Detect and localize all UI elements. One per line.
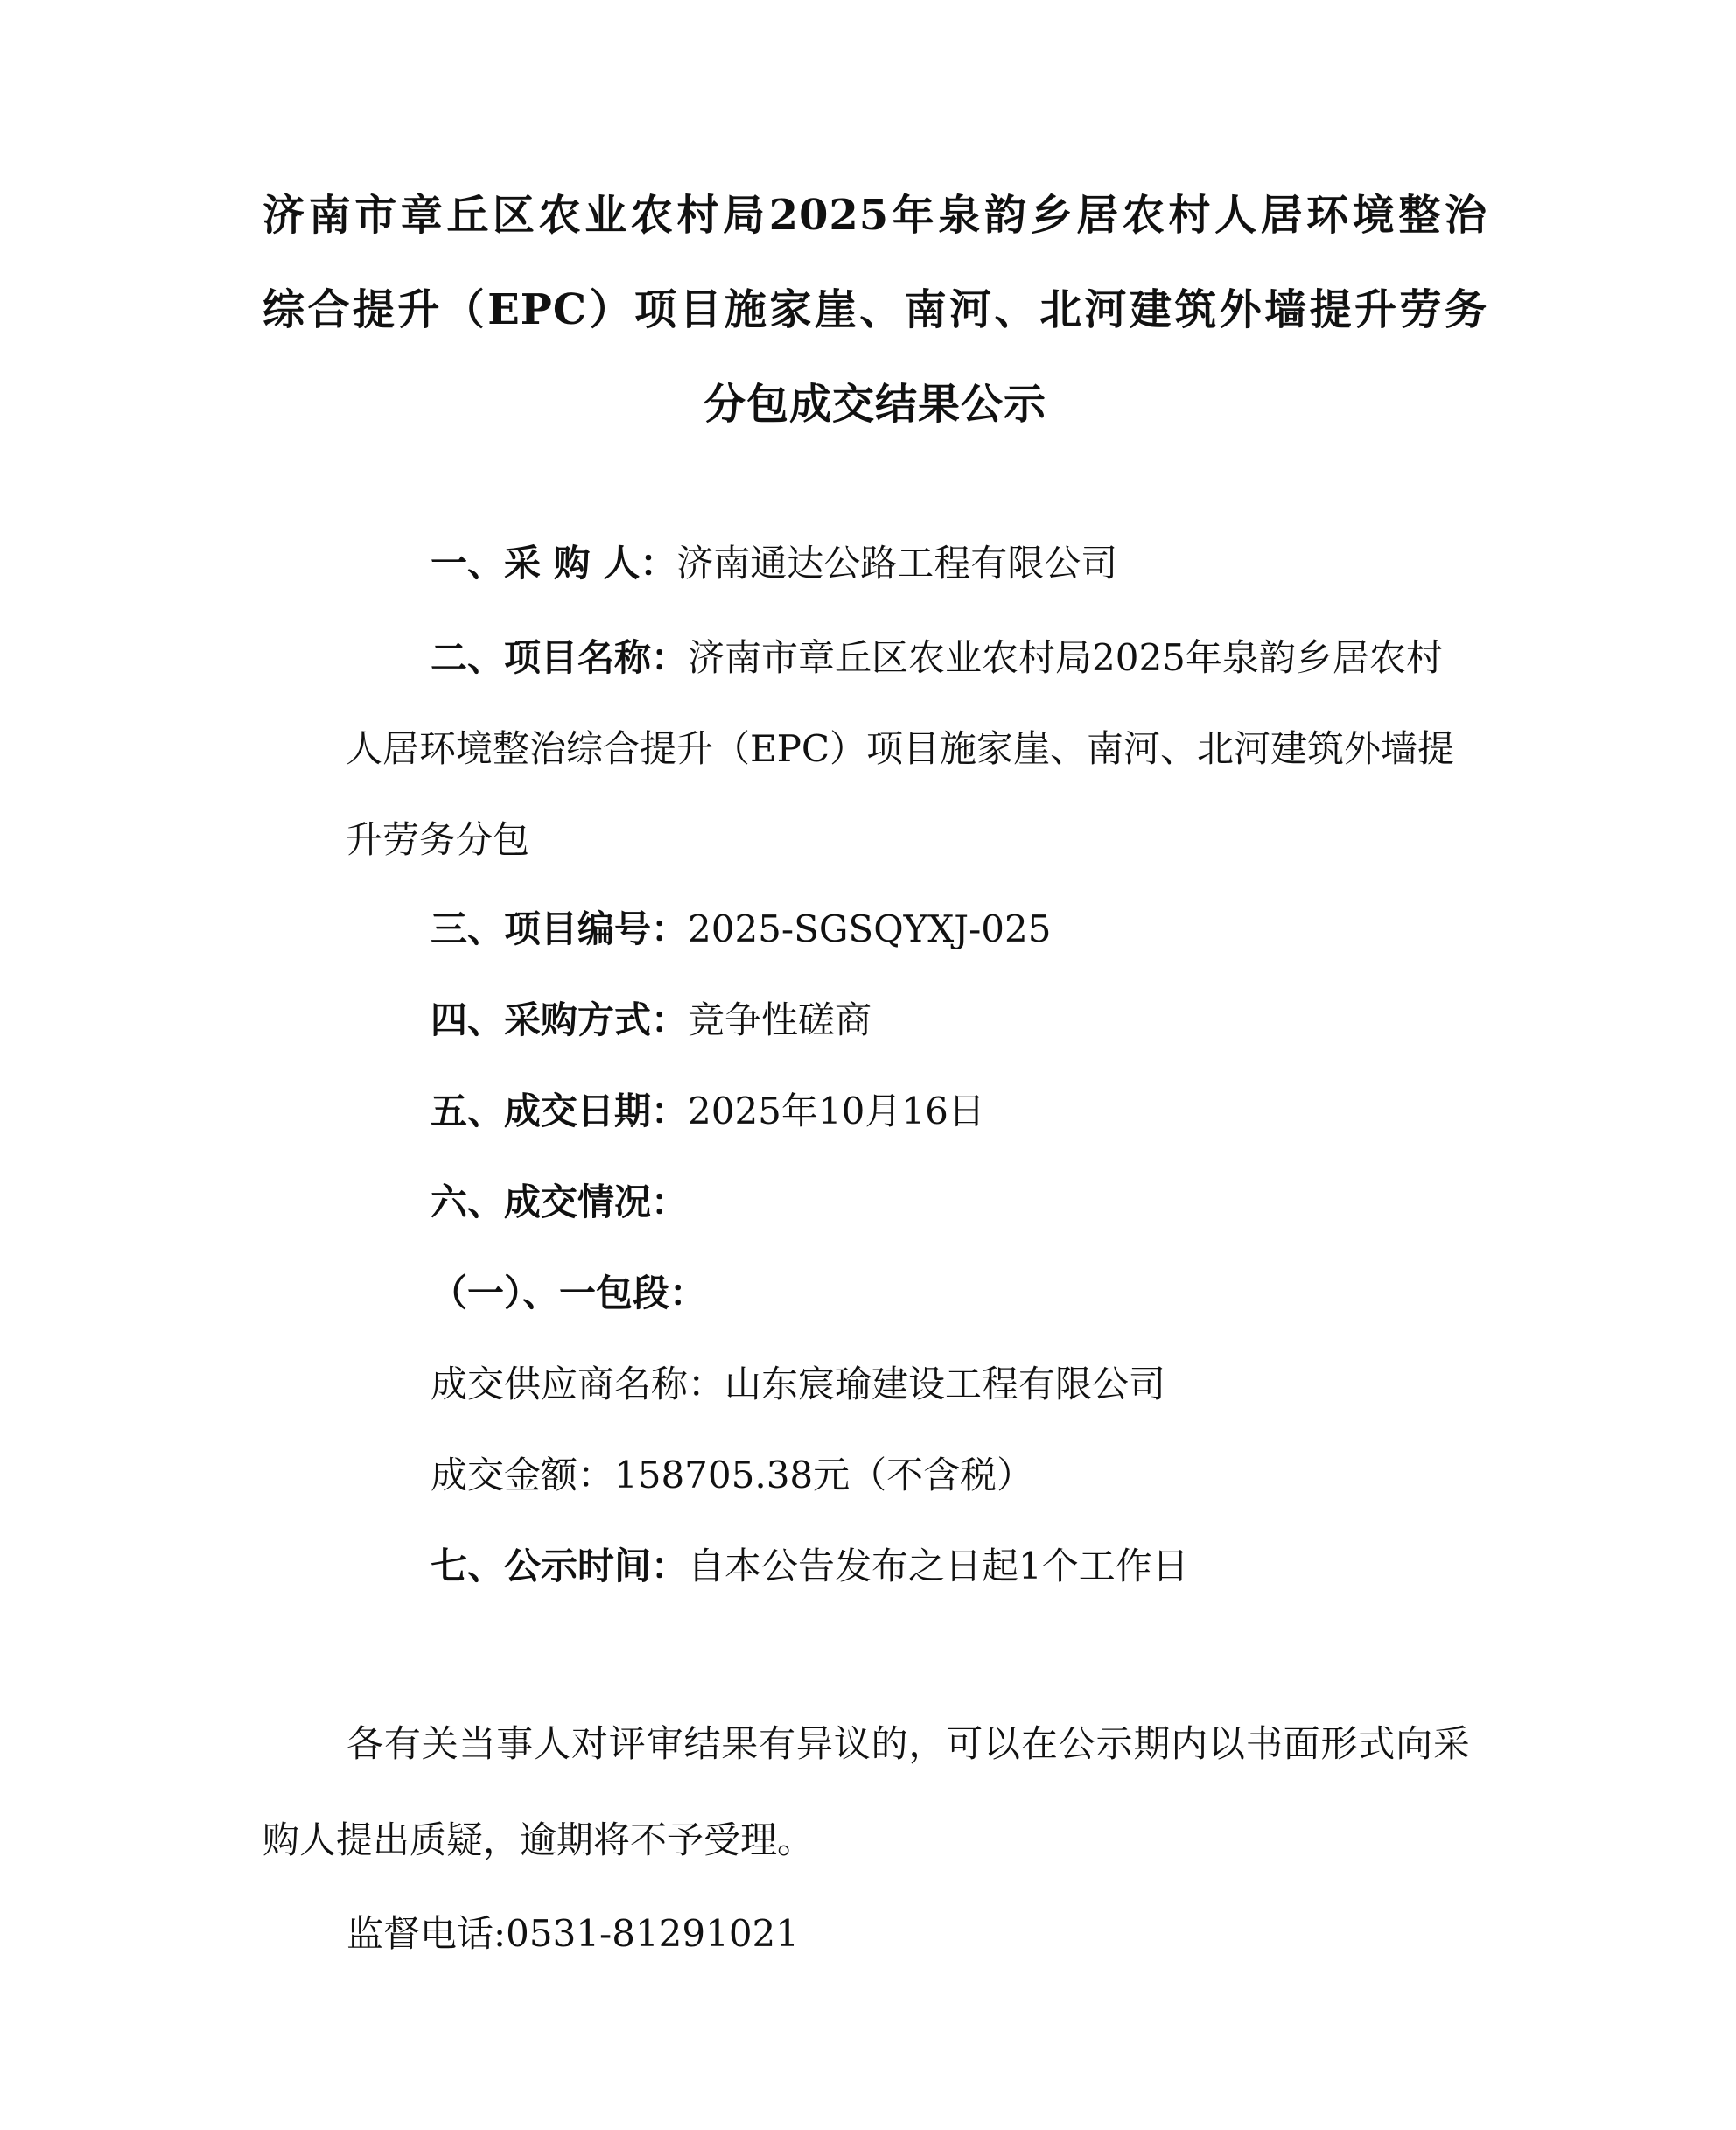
title-line-3: 分包成交结果公示 xyxy=(703,380,1046,429)
date-row xyxy=(430,1089,985,1134)
project-no-label: 三、项目编号： xyxy=(430,907,689,950)
lot-label: （一）、一包段： xyxy=(430,1272,707,1314)
objection-notice: 各有关当事人对评审结果有异议的，可以在公示期内以书面形式向采购人提出质疑，逾期将不予受理。 xyxy=(262,1722,1470,1861)
title-line-1: 济南市章丘区农业农村局2025年泉韵乡居农村人居环境整治 xyxy=(262,191,1488,240)
purchaser-value: 济南通达公路工程有限公司 xyxy=(676,542,1118,585)
method-label: 四、采购方式： xyxy=(430,998,689,1041)
document-title xyxy=(262,168,1488,452)
date-label: 五、成交日期： xyxy=(430,1090,689,1132)
amount-value: 158705.38元（不含税） xyxy=(614,1454,1034,1496)
title-line-2: 综合提升（EPC）项目施家崖、南河、北河建筑外墙提升劳务 xyxy=(262,285,1488,334)
period-row xyxy=(430,1544,1189,1589)
project-name-value: 济南市章丘区农业农村局2025年泉韵乡居农村人居环境整治综合提升（EPC）项目施家崖、南河、北河建筑外墙提升劳务分包 xyxy=(346,636,1455,861)
project-name-row xyxy=(346,613,1466,886)
purchaser-label: 一、采 购 人： xyxy=(430,542,677,585)
project-no-value: 2025-SGSQYXJ-025 xyxy=(688,907,1052,950)
supplier-row xyxy=(430,1362,1166,1407)
project-name-label: 二、项目名称： xyxy=(430,636,689,679)
purchaser-row xyxy=(430,541,1117,586)
result-row xyxy=(430,1180,688,1225)
period-label: 七、公示时间： xyxy=(430,1545,689,1587)
amount-row xyxy=(430,1453,1033,1498)
supervision-phone: 监督电话:0531-81291021 xyxy=(346,1912,800,1955)
method-value: 竞争性磋商 xyxy=(688,998,872,1041)
period-value: 自本公告发布之日起1个工作日 xyxy=(688,1545,1189,1587)
supplier-value: 山东宸瑜建设工程有限公司 xyxy=(724,1363,1166,1405)
date-value: 2025年10月16日 xyxy=(688,1090,985,1132)
lot-row xyxy=(430,1271,706,1316)
method-row xyxy=(430,998,872,1043)
amount-label: 成交金额： xyxy=(430,1454,615,1496)
result-label: 六、成交情况： xyxy=(430,1181,689,1223)
project-no-row xyxy=(430,907,1051,952)
supplier-label: 成交供应商名称： xyxy=(430,1363,725,1405)
